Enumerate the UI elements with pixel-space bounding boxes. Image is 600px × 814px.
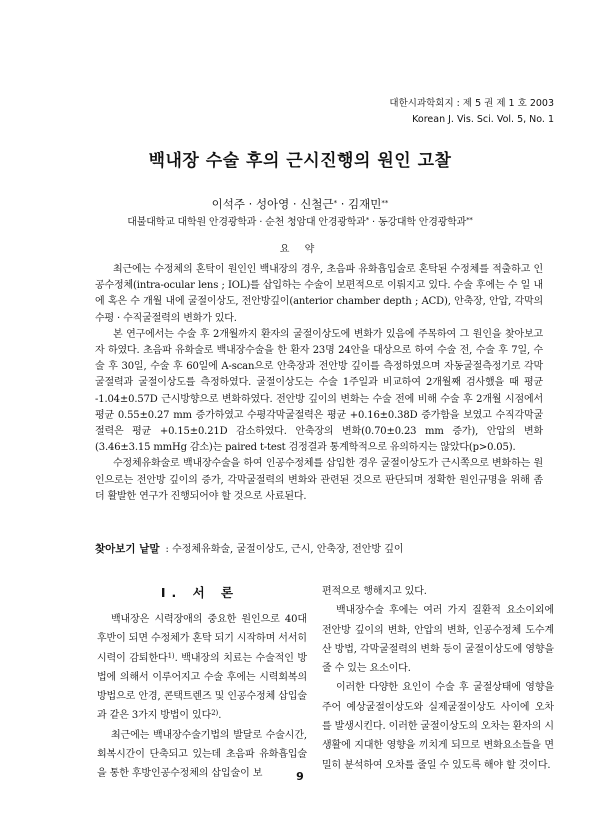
affiliation: 대불대학교 대학원 안경광학과 [127,217,257,228]
abstract-heading: 요 약 [279,244,321,255]
abstract-paragraph: 수정체유화술로 백내장수술을 하여 인공수정체를 삽입한 경우 굴절이상도가 근시쪽으로 변화하는 원인으로는 전안방 깊이의 증가, 각막굴절력의 변화와 관련된 것으로 판단되며 정확한 원인규명을 위해 좀 더 활발한 연구가 진행되어야 할 것으로 사료된다. [95,458,543,502]
keywords-text: 수정체유화술, 굴절이상도, 근시, 안축장, 전안방 깊이 [172,544,404,555]
author-separator: · [244,197,256,211]
affiliation-mark: * [365,216,370,224]
body-text: . [218,710,222,722]
affiliation-separator: · [256,217,266,228]
citation-ref: 1) [167,651,175,660]
affiliation-mark: ** [466,216,473,224]
keywords-separator: : [165,544,169,555]
author-affiliation-mark: ** [381,199,389,207]
affiliation-separator: · [369,217,378,228]
affiliation-list [0,213,600,228]
author-name: 성아영 [255,197,290,211]
author-affiliation-mark: * [333,199,338,207]
body-text: 백내장은 시력장애의 중요한 원인으로 40대 후반이 되면 수정체가 혼탁 되기 시작하며 서서히 시력이 감퇴한다 [97,614,307,664]
body-paragraph: 이러한 다양한 요인이 수술 후 굴절상태에 영향을 주어 예상굴절이상도와 실제굴절이상도 사이에 오차를 발생시킨다. 이러한 굴절이상도의 오차는 환자의 시생활에 지대한 영향을 끼치게 되므로 변화요소들을 면밀히 분석하여 오차를 줄일 수 있도록 해야 할 것이다. [322,682,554,771]
body-column-left [97,610,307,784]
section-title: Ⅰ. 서 론 [160,585,240,600]
journal-citation-english: Korean J. Vis. Sci. Vol. 5, No. 1 [412,114,554,125]
author-list [0,196,600,212]
abstract-paragraph: 본 연구에서는 수술 후 2개월까지 환자의 굴절이상도에 변화가 있음에 주목하여 그 원인을 찾아보고자 하였다. 초음파 유화술로 백내장수술을 한 환자 23명 24안을 대상으로 하여 수술 전, 수술 후 7일, 수술 후 30일, 수술 후 60일에 A-scan으로 안축장과 전안방 깊이를 측정하였으며 자동굴절측정기로 각막굴절력과 굴절이상도를 측정하였다. 굴절이상도는 수술 1주일과 비교하여 2개월째 검사했을 때 평균 -1.04±0.57D 근시방향으로 변화하였다. 전안방 깊이의 변화는 수술 전에 비해 수술 후 2개월 시점에서 평균 0.55±0.27 mm 증가하였고 수평각막굴절력은 평균 +0.16±0.38D 증가함을 보였고 수직각막굴절력은 평균 +0.15±0.21D 감소하였다. 안축장의 변화(0.70±0.23 mm 증가), 안압의 변화(3.46±3.15 mmHg 감소)는 paired t-test 검정결과 통계학적으로 유의하지는 않았다(p>0.05). [95,328,543,454]
body-paragraph: 편적으로 행해지고 있다. [322,586,427,597]
author-name: 김재민 [348,197,382,211]
author-separator: · [289,197,301,211]
author-name: 이석주 [211,197,245,211]
body-paragraph: 최근에는 백내장수술기법의 발달로 수술시간, 회복시간이 단축되고 있는데 초음파 유화흡입술을 통한 후방인공수정체의 삽입술이 보 [97,729,307,780]
keywords [95,542,555,557]
page-number: 9 [296,770,304,783]
journal-header [389,96,554,128]
affiliation: 동강대학 안경광학과 [377,217,467,228]
body-text: . 백내장의 치료는 수술적인 방법에 의해서 이루어지고 수술 후에는 시력회복의 방법으로 안경, 콘택트렌즈 및 인공수정체 삽입술과 같은 3가지 방법이 있다 [97,652,307,722]
author-separator: · [337,197,349,211]
author-name: 신철근 [300,197,334,211]
abstract-paragraph: 최근에는 수정체의 혼탁이 원인인 백내장의 경우, 초음파 유화흡입술로 혼탁된 수정체를 적출하고 인공수정체(intra-ocular lens ; IOL)를 삽입하는 수술이 보편적으로 이뤄지고 있다. 수술 후에는 수 일 내에 혹은 수 개월 내에 굴절이상도, 전안방깊이(anterior chamber depth ; ACD), 안축장, 안압, 각막의 수평 · 수직굴절력의 변화가 있다. [95,264,543,324]
paper-title: 백내장 수술 후의 근시진행의 원인 고찰 [148,151,452,171]
abstract-body [95,262,543,505]
body-column-right [322,582,554,775]
affiliation: 순천 청암대 안경광학과 [265,217,366,228]
journal-citation-korean: 대한시과학회지 : 제 5 권 제 1 호 2003 [389,98,554,109]
citation-ref: 2) [211,709,219,718]
keywords-label: 찾아보기 낱말 [95,543,160,555]
body-paragraph [97,610,307,726]
body-paragraph: 백내장수술 후에는 여러 가지 질환적 요소이외에 전안방 깊이의 변화, 안압의 변화, 인공수정체 도수계산 방법, 각막굴절력의 변화 등이 굴절이상도에 영향을 줄 수 있는 요소이다. [322,605,554,675]
